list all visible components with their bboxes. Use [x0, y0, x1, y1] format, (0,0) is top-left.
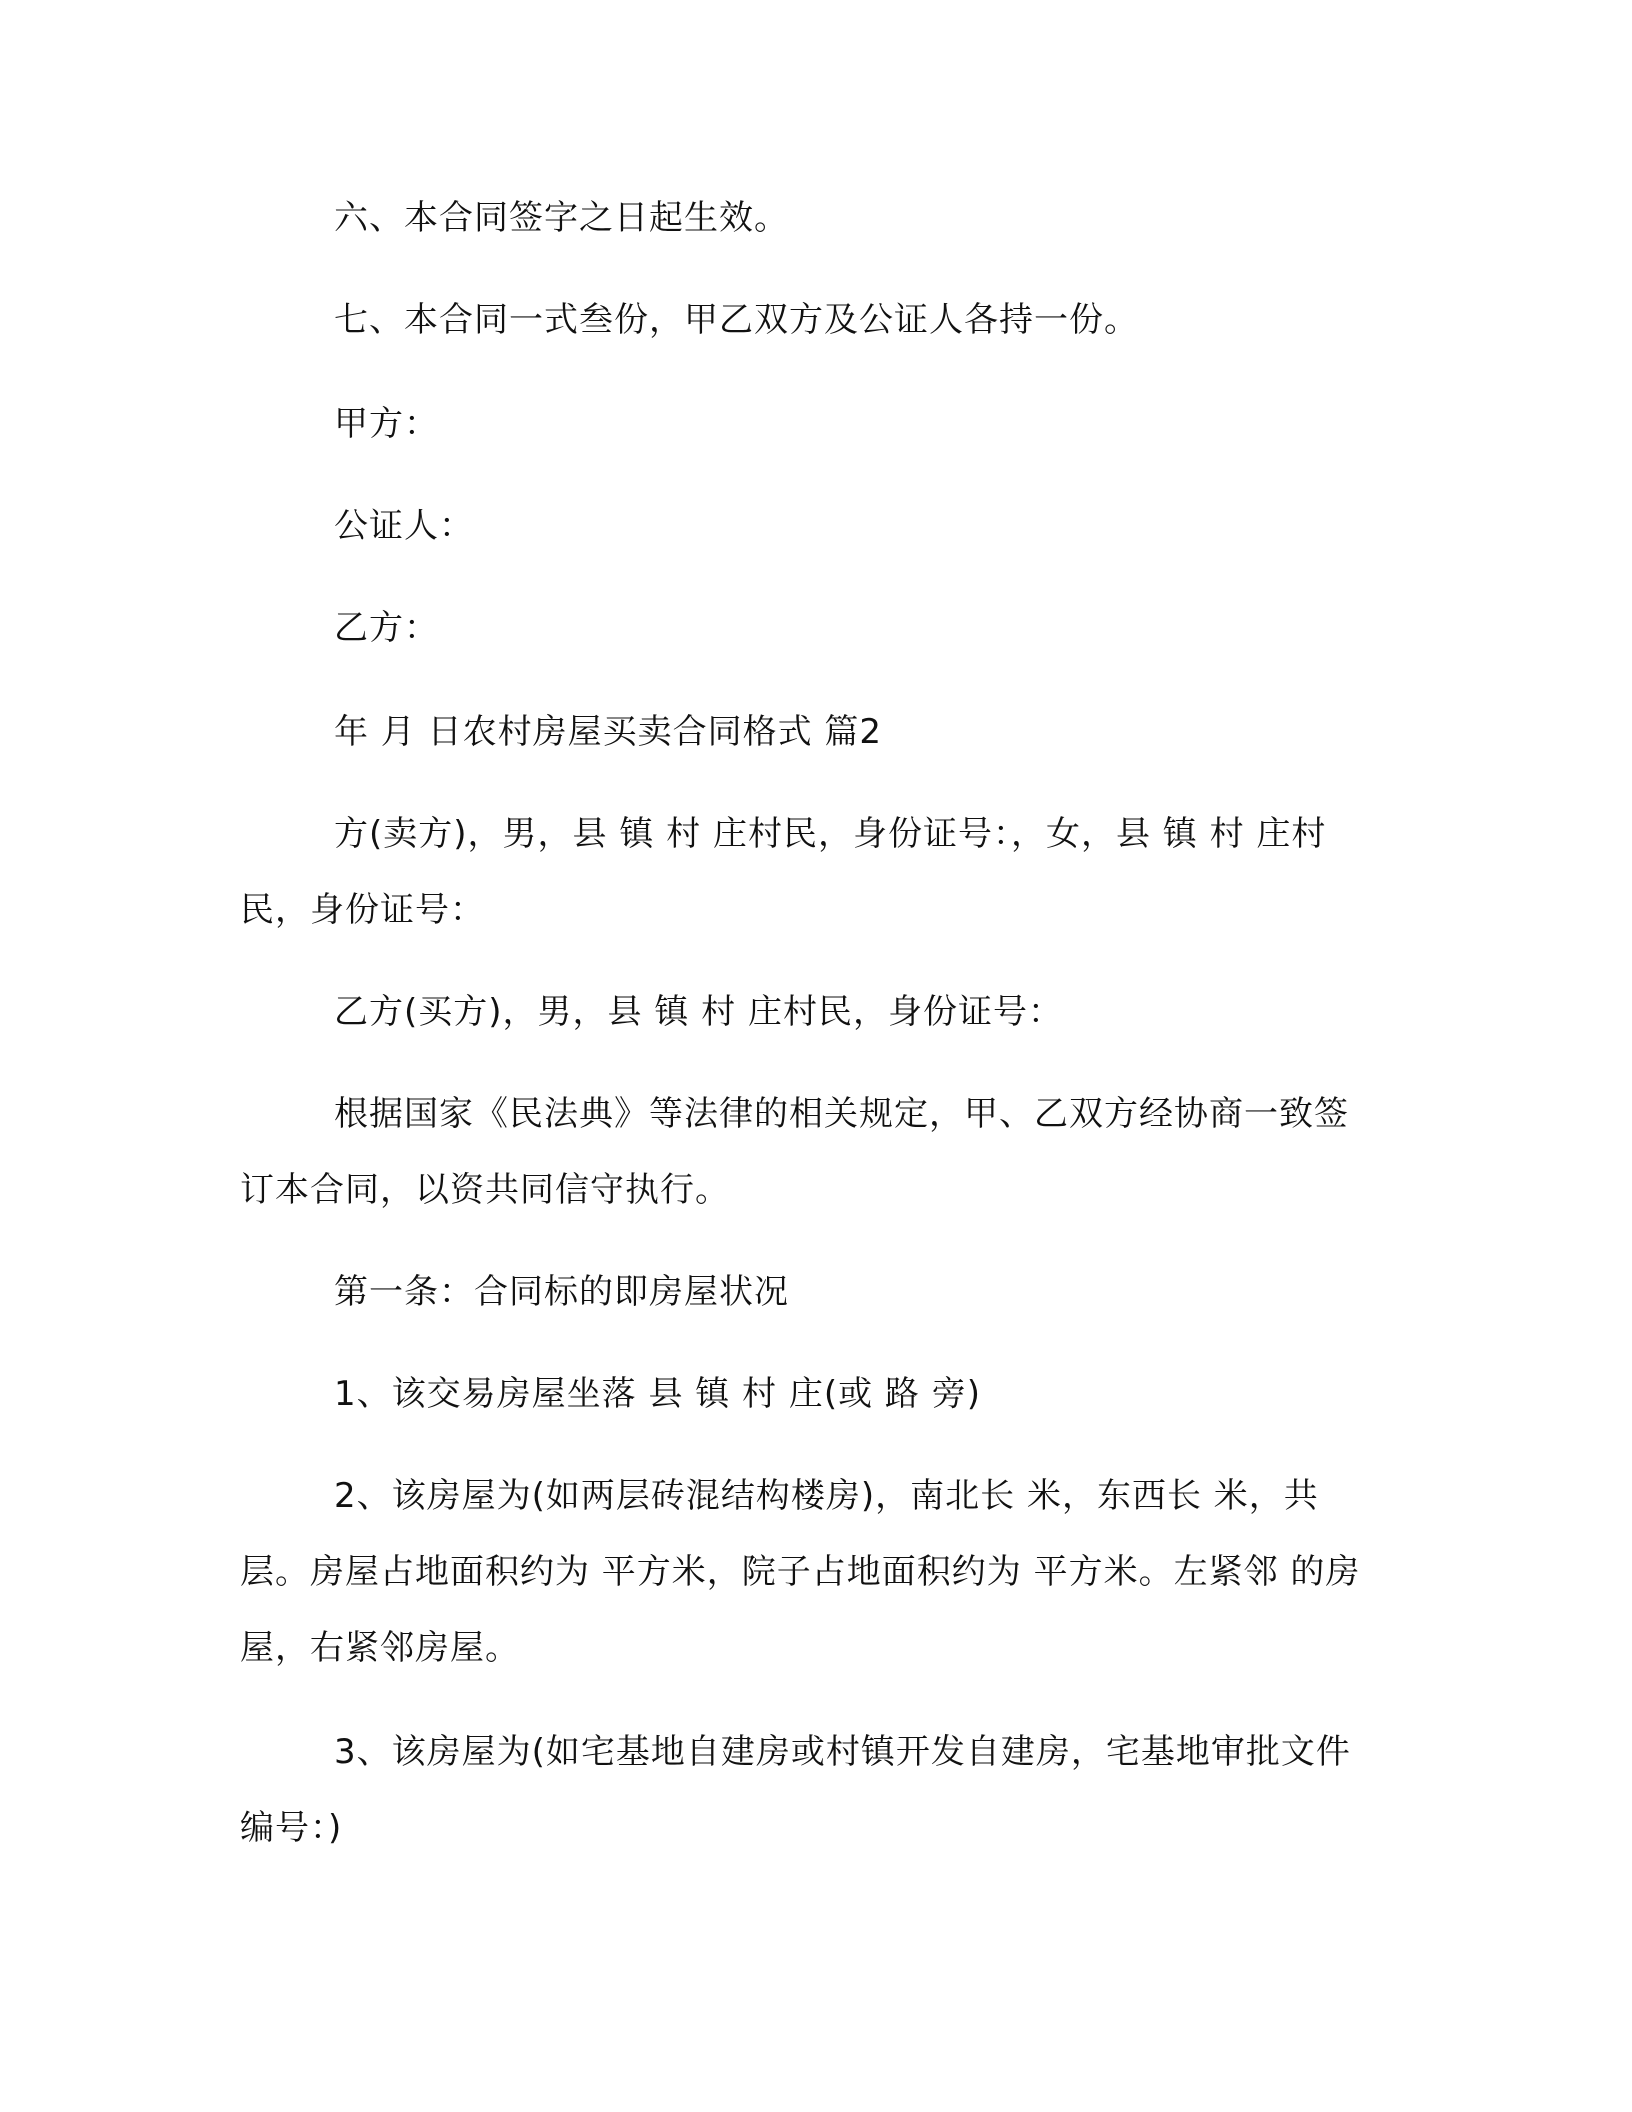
seller-info: 方(卖方)，男，县 镇 村 庄村民，身份证号：，女，县 镇 村 庄村民，身份证号： [240, 814, 1327, 930]
item-location: 1、该交易房屋坐落 县 镇 村 庄(或 路 旁) [334, 1374, 982, 1414]
section-heading: 年 月 日农村房屋买卖合同格式 篇2 [334, 712, 883, 752]
clause-seven: 七、本合同一式叁份，甲乙双方及公证人各持一份。 [334, 300, 1139, 340]
notary-signature-line: 公证人： [334, 506, 474, 546]
item-structure: 2、该房屋为(如两层砖混结构楼房)，南北长 米，东西长 米，共 层。房屋占地面积约为 平方米，院子占地面积约为 平方米。左紧邻 的房屋，右紧邻房屋。 [240, 1476, 1361, 1668]
item-type: 3、该房屋为(如宅基地自建房或村镇开发自建房，宅基地审批文件编号：) [240, 1732, 1351, 1848]
buyer-info: 乙方(买方)，男，县 镇 村 庄村民，身份证号： [334, 992, 1063, 1032]
party-b-signature-line: 乙方： [334, 608, 439, 648]
article-one-heading: 第一条：合同标的即房屋状况 [334, 1272, 789, 1312]
clause-six: 六、本合同签字之日起生效。 [334, 198, 789, 238]
party-a-signature-line: 甲方： [334, 404, 439, 444]
preamble: 根据国家《民法典》等法律的相关规定，甲、乙双方经协商一致签订本合同，以资共同信守执行。 [240, 1094, 1349, 1210]
